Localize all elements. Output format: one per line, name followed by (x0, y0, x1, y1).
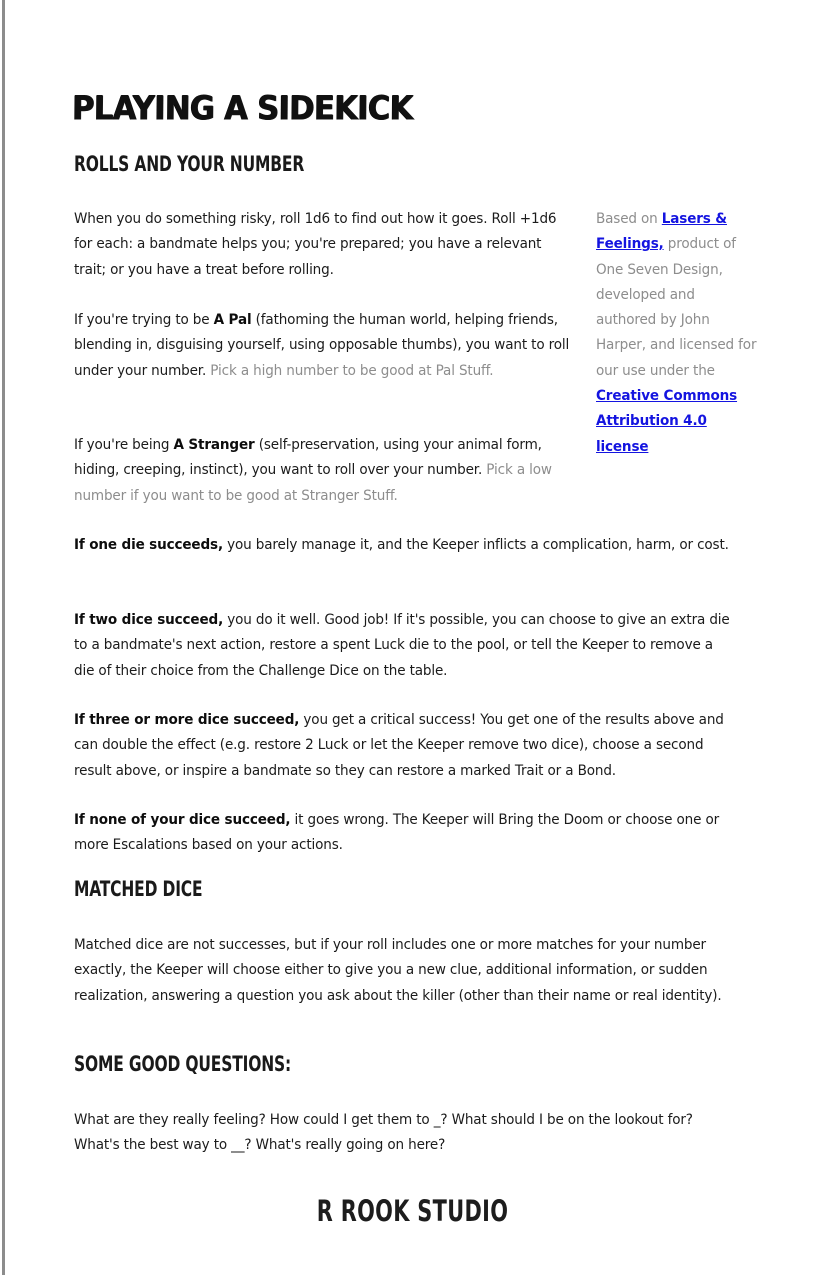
attribution-sidebar (596, 207, 758, 460)
three-dice-text: you get a critical success! You get one of the results above and can double the effect (e.g. restore 2 Luck or let the Keeper remove two dice), choose a second result above, or inspire a bandmate so they can restore a marked Trait or a Bond. (74, 712, 724, 779)
link-creative-commons-license[interactable]: Creative Commons Attribution 4.0 license (596, 388, 738, 455)
stranger-lead-text: If you're being (74, 437, 174, 453)
pal-middle-text: (fathoming the human world, helping friends, blending in, disguising yourself, using opposable thumbs), you want to roll under your number. (74, 312, 570, 379)
paragraph-three-or-more-dice-succeed (74, 708, 733, 784)
paragraph-good-questions: What are they really feeling? How could I get them to _? What should I be on the lookout for? What's the best way to __? What's really going on here? (74, 1112, 693, 1154)
pal-advice-faded: Pick a high number to be good at Pal Stuff. (210, 362, 494, 379)
one-die-text: you barely manage it, and the Keeper inflicts a complication, harm, or cost. (222, 537, 729, 553)
stranger-term: A Stranger (173, 437, 255, 453)
none-label: If none of your dice succeed, (74, 812, 291, 828)
two-dice-label: If two dice succeed, (74, 612, 224, 628)
paragraph-a-pal (74, 308, 571, 384)
paragraph-risky-roll: When you do something risky, roll 1d6 to find out how it goes. Roll +1d6 for each: a bandmate helps you; you're prepared; you have a relevant trait; or you have a treat before rolling. (74, 211, 557, 278)
link-lasers-and-feelings[interactable]: Lasers & Feelings, (596, 211, 727, 253)
section-heading-rolls-and-your-number: ROLLS AND YOUR NUMBER (74, 152, 305, 176)
paragraph-no-dice-succeed (74, 808, 733, 859)
paragraph-a-stranger (74, 433, 571, 509)
paragraph-two-dice-succeed (74, 608, 733, 684)
section-heading-some-good-questions: SOME GOOD QUESTIONS: (74, 1052, 292, 1076)
one-die-label: If one die succeeds, (74, 537, 223, 553)
attribution-middle: product of One Seven Design, developed and authored by John Harper, and licensed for our use under the (596, 236, 757, 379)
stranger-advice-faded: Pick a low number if you want to be good at Stranger Stuff. (74, 462, 552, 504)
stranger-middle-text: (self-preservation, using your animal form, hiding, creeping, instinct), you want to roll over your number. (74, 437, 542, 479)
page-title: PLAYING A SIDEKICK (71, 88, 413, 127)
attribution-prefix: Based on (596, 211, 662, 227)
three-dice-label: If three or more dice succeed, (74, 712, 300, 728)
paragraph-one-die-succeeds (74, 533, 733, 558)
section-heading-matched-dice: MATCHED DICE (74, 877, 203, 901)
pal-term: A Pal (213, 312, 252, 328)
two-dice-text: you do it well. Good job! If it's possible, you can choose to give an extra die to a bandmate's next action, restore a spent Luck die to the pool, or tell the Keeper to remove a die of their choice from the Challenge Dice on the table. (74, 612, 730, 679)
paragraph-matched-dice: Matched dice are not successes, but if your roll includes one or more matches for your number exactly, the Keeper will choose either to give you a new clue, additional information, or sudden realization, answering a question you ask about the killer (other than their name or real identity). (74, 937, 722, 1004)
pal-lead-text: If you're trying to be (74, 312, 214, 328)
footer-studio-logo: R ROOK STUDIO (316, 1194, 509, 1228)
none-text: it goes wrong. The Keeper will Bring the Doom or choose one or more Escalations based on your actions. (74, 812, 720, 854)
